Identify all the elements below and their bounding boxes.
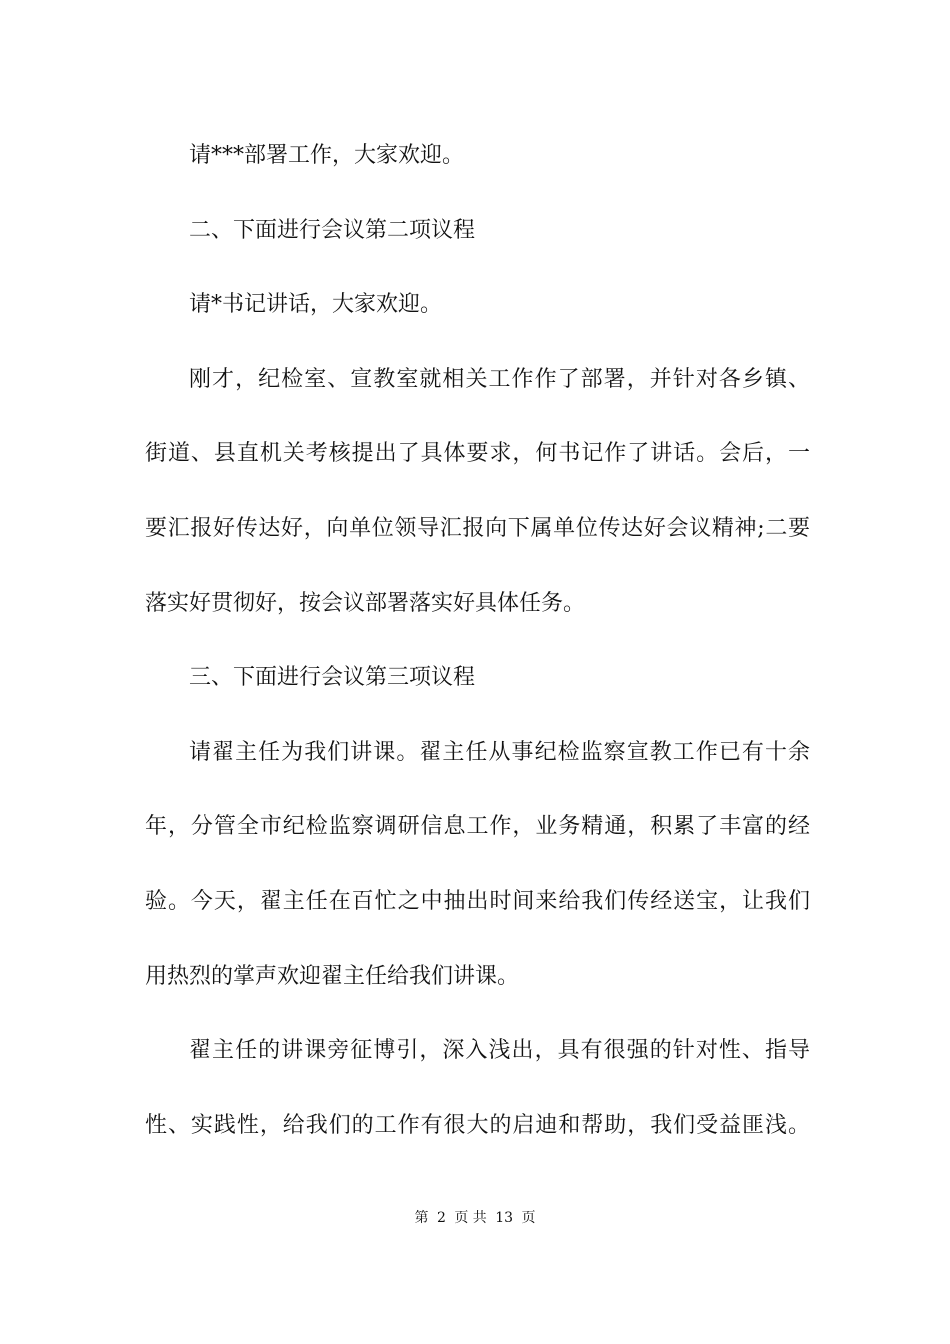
agenda-heading-3: 三、下面进行会议第三项议程: [189, 665, 476, 691]
footer-prefix: 第: [414, 1210, 429, 1226]
text-line: 请*书记讲话，大家欢迎。: [189, 292, 443, 318]
text-line: 街道、县直机关考核提出了具体要求，何书记作了讲话。会后，一: [145, 441, 810, 467]
document-body: [145, 134, 810, 1178]
footer-suffix: 页: [521, 1210, 536, 1226]
text-line: 用热烈的掌声欢迎翟主任给我们讲课。: [145, 963, 520, 989]
page-total: 13: [495, 1210, 514, 1226]
text-line: 性、实践性，给我们的工作有很大的启迪和帮助，我们受益匪浅。: [145, 1112, 810, 1138]
page-number: 2: [436, 1210, 446, 1226]
text-line: 要汇报好传达好，向单位领导汇报向下属单位传达好会议精神;二要: [145, 515, 810, 541]
text-line: 验。今天，翟主任在百忙之中抽出时间来给我们传经送宝，让我们: [145, 888, 810, 914]
agenda-heading-2: 二、下面进行会议第二项议程: [189, 217, 476, 243]
page-footer: [0, 1208, 950, 1228]
text-line: 刚才，纪检室、宣教室就相关工作作了部署，并针对各乡镇、: [189, 366, 810, 392]
text-line: 请***部署工作，大家欢迎。: [189, 143, 465, 168]
text-line: 请翟主任为我们讲课。翟主任从事纪检监察宣教工作已有十余: [189, 739, 810, 765]
text-line: 落实好贯彻好，按会议部署落实好具体任务。: [145, 590, 586, 616]
footer-middle: 页 共: [454, 1210, 487, 1226]
text-line: 年，分管全市纪检监察调研信息工作，业务精通，积累了丰富的经: [145, 814, 810, 840]
text-line: 翟主任的讲课旁征博引，深入浅出，具有很强的针对性、指导: [189, 1038, 810, 1064]
